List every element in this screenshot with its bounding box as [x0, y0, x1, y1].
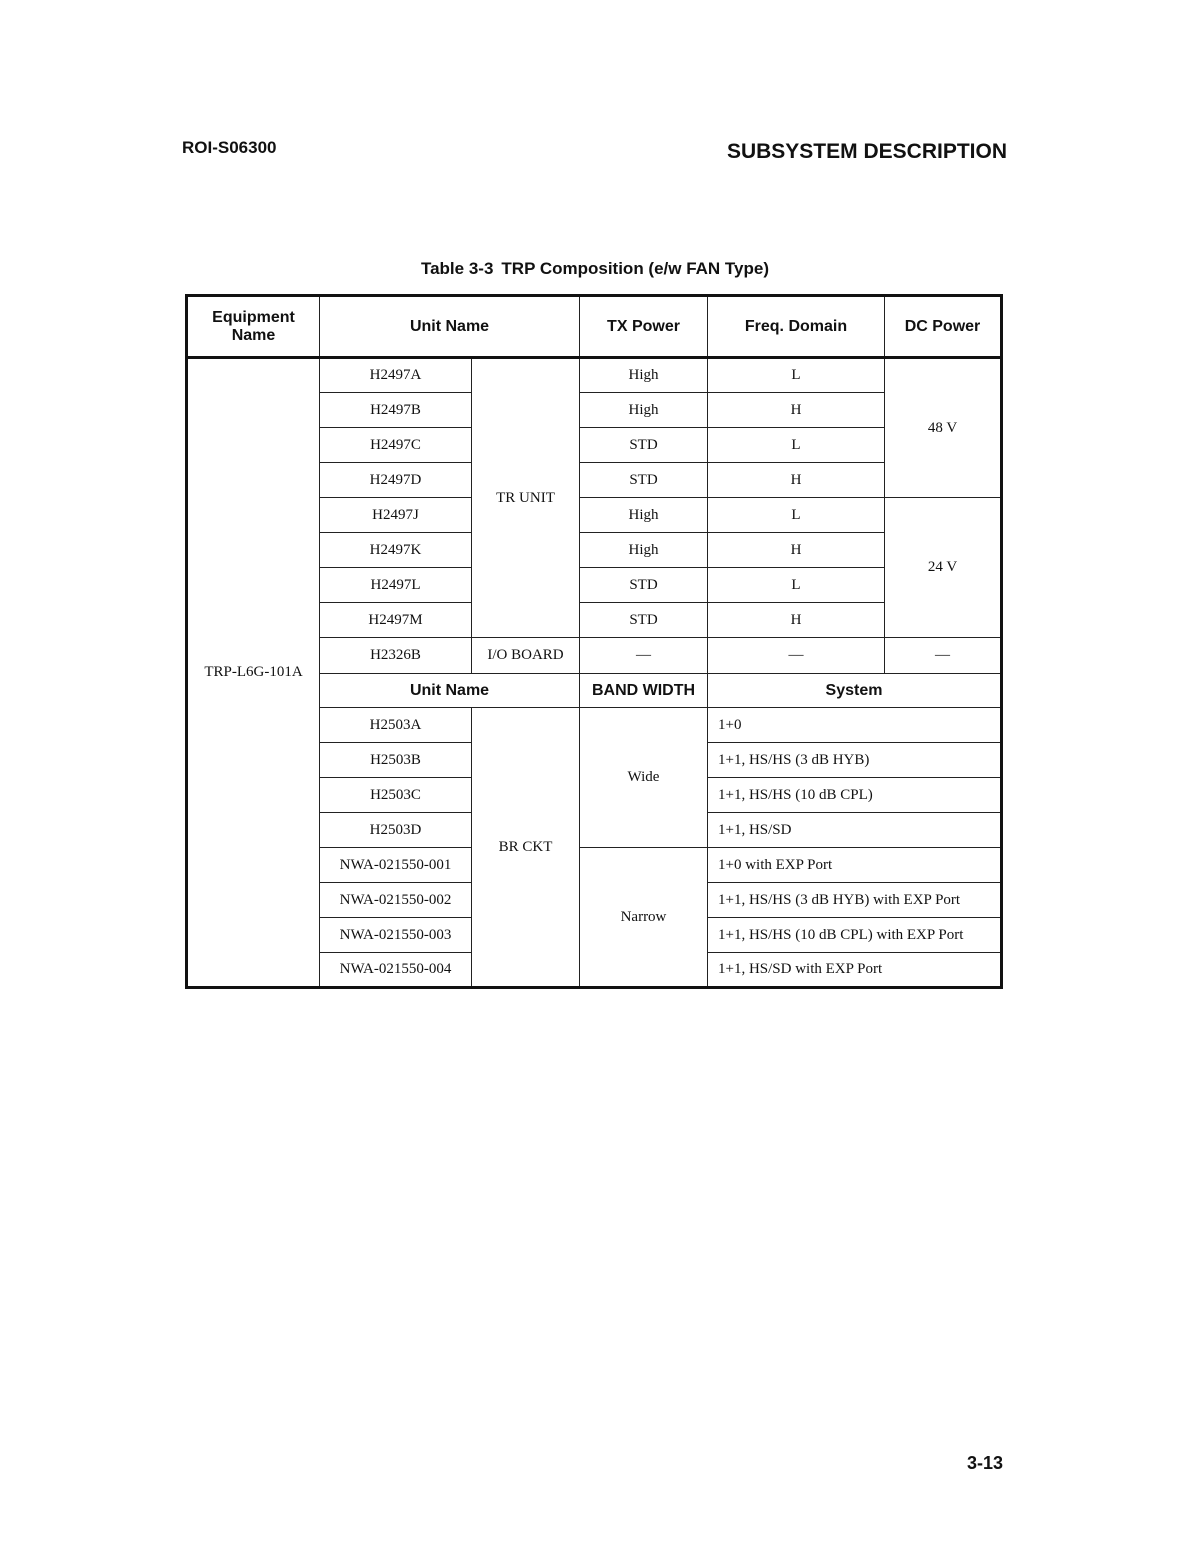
unit-cell: H2497L — [320, 568, 472, 603]
table-caption — [0, 259, 1190, 279]
header-dc-power: DC Power — [885, 296, 1002, 358]
unit-cell: H2503B — [320, 743, 472, 778]
band-width-cell: Wide — [580, 708, 708, 848]
system-cell: 1+1, HS/HS (3 dB HYB) — [708, 743, 1002, 778]
page-number: 3-13 — [966, 1453, 1003, 1473]
unit-cell: NWA-021550-003 — [320, 918, 472, 953]
freq-domain-cell: H — [708, 463, 885, 498]
system-cell: 1+1, HS/HS (10 dB CPL) — [708, 778, 1002, 813]
unit-cell: H2503D — [320, 813, 472, 848]
header-equipment-name: Equipment Name — [187, 296, 320, 358]
unit-cell: H2497M — [320, 603, 472, 638]
tx-power-cell: STD — [580, 428, 708, 463]
unit-cell: H2497A — [320, 358, 472, 393]
unit-cell: H2503A — [320, 708, 472, 743]
freq-domain-cell: H — [708, 533, 885, 568]
tx-power-cell: STD — [580, 603, 708, 638]
section-title: SUBSYSTEM DESCRIPTION — [726, 140, 1007, 163]
tx-power-cell: High — [580, 533, 708, 568]
header-unit-name: Unit Name — [320, 296, 580, 358]
subheader-system: System — [708, 674, 1002, 708]
io-board-cell: I/O BOARD — [472, 638, 580, 674]
system-cell: 1+1, HS/HS (3 dB HYB) with EXP Port — [708, 883, 1002, 918]
subheader-unit-name: Unit Name — [320, 674, 580, 708]
tx-power-cell: High — [580, 498, 708, 533]
table-title: TRP Composition (e/w FAN Type) — [501, 259, 770, 278]
band-width-cell: Narrow — [580, 848, 708, 988]
unit-cell: H2497K — [320, 533, 472, 568]
header-freq-domain: Freq. Domain — [708, 296, 885, 358]
tx-power-cell: High — [580, 393, 708, 428]
dc-power-cell: — — [885, 638, 1002, 674]
freq-domain-cell: H — [708, 393, 885, 428]
freq-domain-cell: L — [708, 498, 885, 533]
unit-cell: H2497J — [320, 498, 472, 533]
dc-power-cell: 24 V — [885, 498, 1002, 638]
unit-cell: H2497B — [320, 393, 472, 428]
tx-power-cell: High — [580, 358, 708, 393]
trp-composition-table — [185, 294, 1003, 989]
system-cell: 1+0 — [708, 708, 1002, 743]
freq-domain-cell: H — [708, 603, 885, 638]
unit-cell: H2503C — [320, 778, 472, 813]
freq-domain-cell: — — [708, 638, 885, 674]
unit-cell: NWA-021550-004 — [320, 953, 472, 988]
document-id: ROI-S06300 — [182, 138, 277, 157]
freq-domain-cell: L — [708, 568, 885, 603]
table-row — [187, 358, 1002, 393]
system-cell: 1+0 with EXP Port — [708, 848, 1002, 883]
system-cell: 1+1, HS/HS (10 dB CPL) with EXP Port — [708, 918, 1002, 953]
unit-cell: NWA-021550-001 — [320, 848, 472, 883]
subheader-band-width: BAND WIDTH — [580, 674, 708, 708]
dc-power-cell: 48 V — [885, 358, 1002, 498]
table-header-row — [187, 296, 1002, 358]
system-cell: 1+1, HS/SD with EXP Port — [708, 953, 1002, 988]
tx-power-cell: STD — [580, 463, 708, 498]
system-cell: 1+1, HS/SD — [708, 813, 1002, 848]
tr-unit-cell: TR UNIT — [472, 358, 580, 638]
unit-cell: NWA-021550-002 — [320, 883, 472, 918]
unit-cell: H2326B — [320, 638, 472, 674]
tx-power-cell: — — [580, 638, 708, 674]
header-tx-power: TX Power — [580, 296, 708, 358]
unit-cell: H2497C — [320, 428, 472, 463]
unit-cell: H2497D — [320, 463, 472, 498]
freq-domain-cell: L — [708, 358, 885, 393]
br-ckt-cell: BR CKT — [472, 708, 580, 988]
freq-domain-cell: L — [708, 428, 885, 463]
tx-power-cell: STD — [580, 568, 708, 603]
equipment-name-cell: TRP-L6G-101A — [187, 358, 320, 988]
table-number: Table 3-3 — [420, 259, 494, 278]
